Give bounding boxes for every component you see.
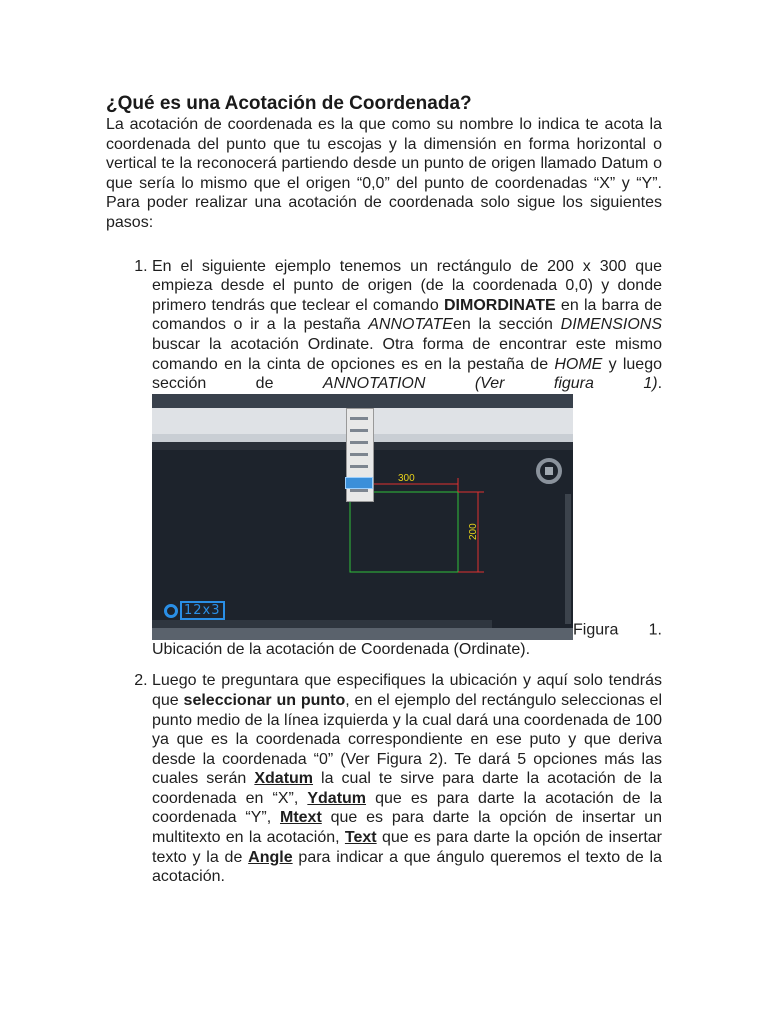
dropdown-item: [350, 417, 368, 420]
dimension-text-300: 300: [398, 472, 415, 484]
text-run: y luego sección de: [152, 355, 662, 393]
option-angle: Angle: [248, 848, 293, 866]
text-run: para indicar a que ángulo queremos el texto de la acotación.: [152, 848, 662, 886]
steps-list: [106, 257, 662, 887]
option-xdatum: Xdatum: [254, 770, 314, 788]
logo-text: 12x3: [180, 601, 225, 620]
command-dimordinate: DIMORDINATE: [443, 296, 556, 314]
dropdown-item: [350, 441, 368, 444]
dropdown-item: [350, 453, 368, 456]
viewcube-icon: [545, 467, 553, 475]
intro-paragraph: La acotación de coordenada es la que como su nombre lo indica te acota la coordenada del punto que tu escojas y la dimensión en forma horizontal o vertical te la reconocerá partiendo desde un punto de origen llamado Datum o que sería lo mismo que el origen “0,0” del punto de coordenadas “X” y “Y”. Para poder realizar una acotación de coordenada solo sigue los siguientes pasos:: [106, 116, 662, 231]
dimension-text-200: 200: [468, 523, 479, 540]
tab-home-ref: HOME: [554, 355, 603, 373]
document-page: [106, 93, 662, 899]
text-run: en la barra de comandos o ir a la pestaña: [152, 296, 663, 334]
text-run: buscar la acotación Ordinate. Otra forma de encontrar este mismo comando en la cinta de opciones es en la pestaña de: [152, 335, 662, 373]
text-run: , en el ejemplo del rectángulo seleccionas el punto medio de la línea izquierda y la cual dará una coordenada de 100 ya que es la coordenada correspondiente en ese puto y que deriva desde la coordenada “0” (Ver Figura 2). Te dará 5 opciones más las cuales serán: [152, 691, 663, 788]
dropdown-item: [350, 489, 368, 492]
option-text: Text: [344, 829, 377, 847]
ordinate-option-highlighted: [346, 478, 372, 488]
dropdown-item: [350, 429, 368, 432]
list-item-step-2: [152, 671, 662, 887]
section-annotation-ref: ANNOTATION (Ver figura 1): [322, 375, 658, 393]
text-run: la cual te sirve para darte la acotación de la coordenada en “X”,: [152, 770, 662, 807]
option-ydatum: Ydatum: [307, 789, 367, 807]
status-bar: [152, 628, 573, 640]
vertical-scrollbar: [565, 494, 571, 624]
tab-annotate-ref: ANNOTATE: [368, 316, 453, 334]
text-run: En el siguiente ejemplo tenemos un rectángulo de 200 x 300 que empieza desde el punto de origen (de la coordenada 0,0) y donde primero tendrás que teclear el comando: [152, 257, 662, 314]
option-mtext: Mtext: [279, 809, 322, 827]
watermark-logo: [164, 600, 225, 621]
text-run: que es para darte la opción de insertar texto y la de: [152, 829, 662, 866]
dropdown-item: [350, 465, 368, 468]
text-run: en la sección: [452, 316, 561, 334]
command-line-bar: [152, 620, 492, 628]
figure-1-caption: Figura 1. Ubicación de la acotación de Coordenada (Ordinate).: [152, 621, 662, 658]
select-point-emphasis: seleccionar un punto: [183, 691, 346, 709]
logo-ring-icon: [164, 604, 178, 618]
text-run: .: [657, 375, 663, 393]
list-item-step-1: [152, 257, 662, 660]
text-run: Luego te preguntara que especifiques la ubicación y aquí solo tendrás que: [152, 672, 662, 709]
page-title: ¿Qué es una Acotación de Coordenada?: [106, 93, 472, 114]
section-dimensions-ref: DIMENSIONS: [560, 316, 662, 334]
text-run: que es para darte la acotación de la coordenada “Y”,: [152, 789, 663, 827]
text-run: que es para darte la opción de insertar un multitexto en la acotación,: [152, 809, 662, 847]
figure-1-screenshot: [152, 394, 573, 640]
green-rectangle: [350, 492, 458, 572]
